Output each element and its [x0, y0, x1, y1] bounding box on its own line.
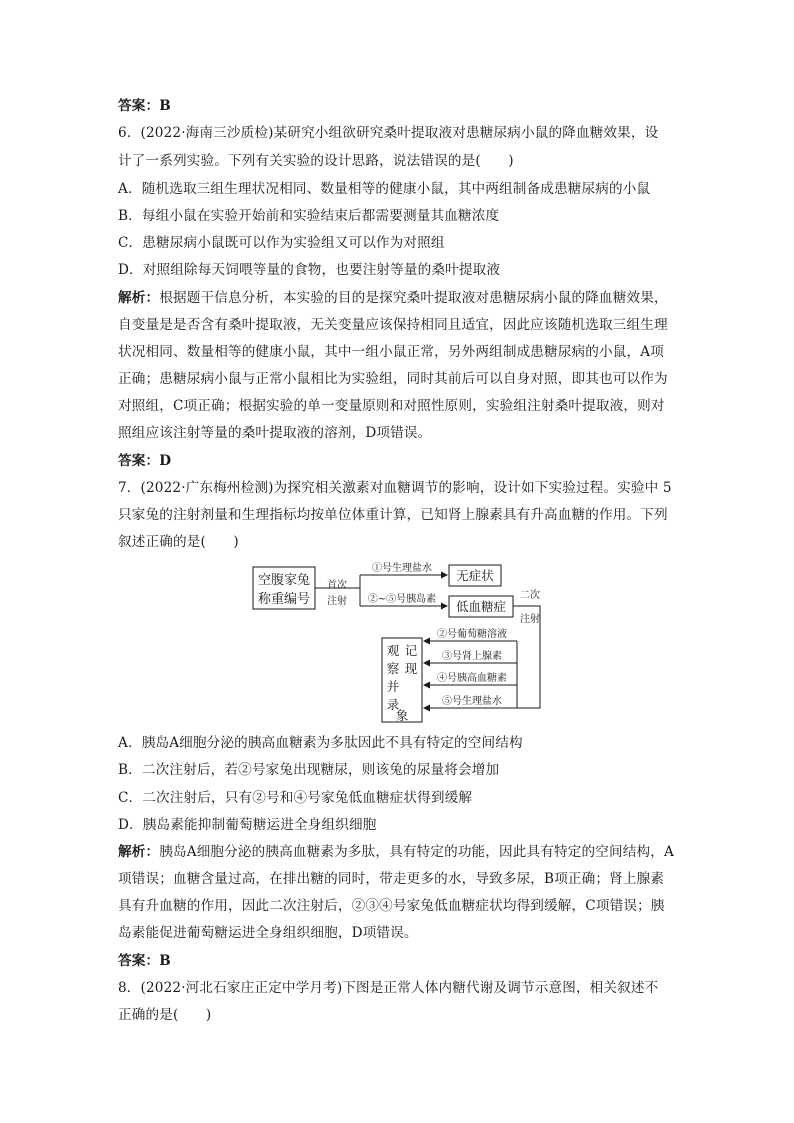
arrow-adrenaline-label: ③号肾上腺素	[442, 651, 502, 662]
q6-option-b: B．每组小鼠在实验开始前和实验结束后都需要测量其血糖浓度	[118, 208, 500, 224]
q6-analysis-label: 解析：	[118, 290, 160, 306]
q6-analysis-line4: 正确；患糖尿病小鼠与正常小鼠相比为实验组，同时其前后可以自身对照，即其也可以作为	[118, 371, 668, 387]
start-label-1: 空腹家兔	[257, 573, 311, 588]
experiment-flow-diagram	[252, 558, 552, 728]
first-injection-label-2: 注射	[327, 596, 347, 607]
q7-analysis-label: 解析：	[118, 844, 160, 860]
q6-analysis-line3: 状况相同、数量相等的健康小鼠，其中一组小鼠正常，另外两组制成患糖尿病的小鼠，A项	[118, 344, 664, 360]
q7-analysis-line4: 岛素能促进葡萄糖运进全身组织细胞，D项错误。	[118, 925, 418, 941]
q6-analysis-line6: 照组应该注射等量的桑叶提取液的溶剂，D项错误。	[118, 425, 432, 441]
start-label-2: 称重编号	[257, 592, 311, 607]
q6-analysis-line5: 对照组，C项正确；根据实验的单一变量原则和对照性原则，实验组注射桑叶提取液，则对	[118, 398, 665, 414]
q7-answer: 答案：B	[118, 953, 171, 969]
q7-analysis-line2: 项错误；血糖含量过高，在排出糖的同时，带走更多的水，导致多尿，B项正确；肾上腺素	[118, 871, 665, 887]
second-injection-label-1: 二次	[520, 590, 540, 601]
arrow-glucagon-label: ④号胰高血糖素	[437, 673, 507, 684]
q6-analysis-line1	[118, 288, 668, 308]
q7-stem-line3: 叙述正确的是( )	[118, 534, 239, 550]
arrow-saline-2-label: ⑤号生理盐水	[442, 696, 502, 707]
q7-analysis-line1	[118, 842, 674, 862]
first-injection-label-1: 首次	[327, 580, 347, 591]
hypoglycemia-label: 低血糖症	[455, 599, 507, 614]
q6-option-a: A．随机选取三组生理状况相同、数量相等的健康小鼠，其中两组制备成患糖尿病的小鼠	[118, 181, 651, 197]
q7-stem-line2: 只家兔的注射剂量和生理指标均按单位体重计算，已知肾上腺素具有升高血糖的作用。下列	[118, 507, 668, 523]
observe-char-6: 现	[404, 661, 418, 676]
q8-stem-line1: 8．(2022·河北石家庄正定中学月考)下图是正常人体内糖代谢及调节示意图，相关叙述不	[118, 980, 659, 996]
q6-option-c: C．患糖尿病小鼠既可以作为实验组又可以作为对照组	[118, 235, 445, 251]
q7-stem-line1: 7．(2022·广东梅州检测)为探究相关激素对血糖调节的影响，设计如下实验过程。实验中 5	[118, 480, 672, 496]
q7-analysis-line3: 具有升血糖的作用，因此二次注射后，②③④号家兔低血糖症状均得到缓解，C项错误；胰	[118, 898, 665, 914]
q6-analysis-line2: 自变量是是否含有桑叶提取液，无关变量应该保持相同且适宜，因此应该随机选取三组生理	[118, 317, 668, 333]
q6-option-d: D．对照组除每天饲喂等量的食物，也要注射等量的桑叶提取液	[118, 262, 501, 278]
q5-answer: 答案：B	[118, 98, 171, 114]
observe-char-7: 象	[395, 708, 409, 723]
q6-analysis-text1: 根据题干信息分析，本实验的目的是探究桑叶提取液对患糖尿病小鼠的降血糖效果，	[159, 290, 668, 306]
q7-option-a: A．胰岛A细胞分泌的胰高血糖素为多肽因此不具有特定的空间结构	[118, 735, 523, 751]
q6-answer: 答案：D	[118, 453, 172, 469]
q6-stem-line2: 计了一系列实验。下列有关实验的设计思路，说法错误的是( )	[118, 153, 514, 169]
arrow-insulin-label: ②~⑤号胰岛素	[367, 594, 437, 605]
q7-option-c: C．二次注射后，只有②号和④号家兔低血糖症状得到缓解	[118, 790, 473, 806]
q8-stem-line2: 正确的是( )	[118, 1007, 212, 1023]
observe-char-2: 察	[386, 661, 400, 676]
q7-option-d: D．胰岛素能抑制葡萄糖运进全身组织细胞	[118, 817, 377, 833]
q7-analysis-text1: 胰岛A细胞分泌的胰高血糖素为多肽，具有特定的功能，因此具有特定的空间结构，A	[159, 844, 674, 860]
arrow-glucose-label: ②号葡萄糖溶液	[437, 629, 507, 640]
observe-char-1: 观	[386, 643, 400, 658]
second-injection-label-2: 注射	[520, 614, 540, 625]
observe-char-4: 记	[404, 643, 418, 658]
observe-char-3: 并	[386, 679, 400, 694]
observe-char-5: 录	[386, 697, 400, 712]
q6-stem-line1: 6．(2022·海南三沙质检)某研究小组欲研究桑叶提取液对患糖尿病小鼠的降血糖效果，设	[118, 125, 659, 141]
arrow-saline-1-label: ①号生理盐水	[372, 563, 432, 574]
q7-option-b: B．二次注射后，若②号家兔出现糖尿，则该兔的尿量将会增加	[118, 762, 500, 778]
no-symptom-label: 无症状	[456, 568, 494, 583]
